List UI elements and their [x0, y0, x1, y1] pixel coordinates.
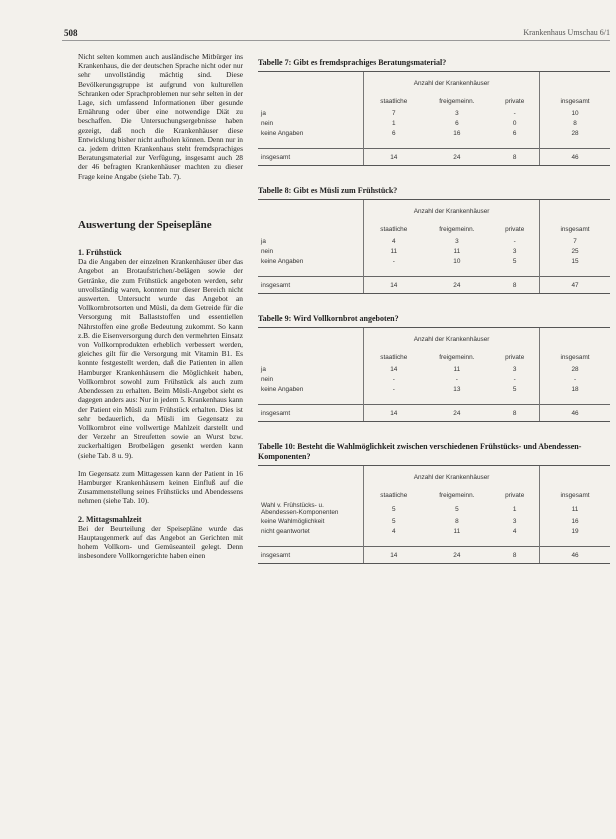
data-table [258, 327, 610, 422]
table-cell: 11 [453, 365, 461, 373]
column-header: insgesamt [540, 488, 610, 502]
mittag-paragraph: Bei der Beurteilung der Speisepläne wurde das Hauptaugenmerk auf das Angebot an Gerichten mit hohem Vollkorn- und Gemüseanteil gelegt. Denn insbesondere Vollkorngerichte haben einen [78, 523, 243, 561]
row-label: nein [261, 247, 274, 255]
row-label: ja [261, 237, 266, 245]
table-row [258, 118, 610, 128]
column-header: insgesamt [540, 94, 610, 108]
column-header: private [505, 491, 525, 499]
row-label: nein [261, 119, 274, 127]
total-cell: 14 [364, 277, 424, 294]
table-cell: - [513, 237, 516, 245]
column-group-header: Anzahl der Krankenhäuser [364, 466, 540, 488]
table-cell: - [455, 375, 458, 383]
table-cell: 8 [540, 118, 610, 128]
table-cell: 6 [455, 119, 459, 127]
table-cell: 10 [453, 257, 461, 265]
table-cell: 18 [540, 384, 610, 394]
table-cell: 1 [364, 118, 424, 128]
column-header: staatliche [364, 222, 424, 236]
table-cell: 15 [540, 256, 610, 266]
column-header: staatliche [364, 350, 424, 364]
table-cell: 28 [540, 364, 610, 374]
total-cell: 24 [423, 277, 490, 294]
wahl-paragraph: Im Gegensatz zum Mittagessen kann der Patient in 16 Hamburger Krankenhäusern keinen Einfluß auf die Zusammenstellung seines Frühstücks und Abendessens nehmen (siehe Tab. 10). [78, 468, 243, 506]
row-label: ja [261, 365, 266, 373]
table-cell: 25 [540, 246, 610, 256]
total-cell: 47 [540, 277, 610, 294]
total-cell: 14 [364, 405, 424, 422]
total-label: insgesamt [258, 277, 364, 294]
total-cell: 24 [423, 405, 490, 422]
total-row [258, 547, 610, 564]
table-cell: 1 [512, 505, 517, 513]
table-cell: 10 [540, 108, 610, 118]
table-cell: 11 [540, 502, 610, 516]
table-caption: Tabelle 8: Gibt es Müsli zum Frühstück? [258, 186, 398, 195]
row-label: ja [261, 109, 266, 117]
total-cell: 24 [423, 149, 490, 166]
column-header: private [505, 97, 525, 105]
table-cell: - [364, 256, 424, 266]
table-cell: 4 [512, 527, 517, 535]
total-cell: 14 [364, 149, 424, 166]
total-cell: 46 [540, 149, 610, 166]
total-cell: 8 [490, 405, 539, 422]
table-cell: 16 [540, 516, 610, 526]
header-rule [62, 40, 610, 41]
total-row [258, 277, 610, 294]
table-cell: 3 [512, 247, 517, 255]
table-row [258, 256, 610, 266]
fruehstueck-paragraph: Da die Angaben der einzelnen Krankenhäuser über das Angebot an Brotaufstrichen/-belägen sowie der Getränke, die zum Frühstück angeboten werden, sehr unvollständig waren, konnten nur dieser Bereich nicht auswerten. Untersucht wurde das Angebot an Vollkornbrotsorten und Müsli, da dem Getreide für die Versorgung mit Ballaststoffen und essentiellen Nährstoffen eine große Bedeutung zukommt. So kann z.B. die Eisenversorgung durch den vermehrten Einsatz von Vollkornprodukten erheblich verbessert werden, gleiches gilt für die Versorgung mit Vitamin B1. Es konnte festgestellt werden, daß die Patienten in allen Hamburger Krankenhäusern die Möglichkeit haben, Vollkornbrot sowohl zum Frühstück als auch zum Abendessen zu erhalten. Beim Müsli-Angebot sieht es dagegen anders aus: Nur in jedem 5. Krankenhaus kann der Patient ein Müsli zum Frühstück erhalten. Dies ist sehr bedauerlich, da Müsli im Gegensatz zu Vollkornbrot eine vollwertige Mahlzeit darstellt und der Verzehr an Streufetten sowie an Wurst bzw. zuckerhaltigen Brotbelägen gesenkt werden kann (siehe Tab. 8 u. 9). [78, 257, 243, 460]
total-row [258, 149, 610, 166]
column-header: private [505, 225, 525, 233]
table-cell: 3 [455, 109, 459, 117]
column-header: staatliche [364, 488, 424, 502]
table-cell: 8 [455, 517, 459, 525]
total-cell: 8 [490, 547, 539, 564]
row-label: keine Angaben [261, 257, 304, 265]
table-cell: 11 [453, 247, 461, 255]
table-cell: 14 [364, 364, 424, 374]
table-cell: - [364, 384, 424, 394]
table-cell: 6 [364, 128, 424, 138]
table-row [258, 502, 610, 516]
table-cell: 7 [364, 108, 424, 118]
total-cell: 14 [364, 547, 424, 564]
table-cell: 7 [540, 236, 610, 246]
table-cell: 5 [364, 502, 424, 516]
table-cell: 28 [540, 128, 610, 138]
row-label: keine Angaben [261, 129, 304, 137]
tables-column [258, 58, 610, 584]
row-label: keine Wahlmöglichkeit [261, 517, 325, 525]
table-cell: - [540, 374, 610, 384]
data-table [258, 71, 610, 166]
table-row [258, 516, 610, 526]
table-cell: 5 [512, 385, 517, 393]
total-label: insgesamt [258, 149, 364, 166]
table-row [258, 384, 610, 394]
table-cell: 3 [455, 237, 459, 245]
table-caption: Tabelle 9: Wird Vollkornbrot angeboten? [258, 314, 399, 323]
table-row [258, 236, 610, 246]
left-column [78, 52, 243, 570]
table-cell: 3 [512, 517, 517, 525]
table-cell: 13 [453, 385, 461, 393]
column-group-header: Anzahl der Krankenhäuser [364, 328, 540, 350]
total-cell: 8 [490, 277, 539, 294]
table-cell: 16 [453, 129, 461, 137]
section-heading: Auswertung der Speisepläne [78, 218, 212, 231]
table-cell: 5 [455, 505, 459, 513]
total-label: insgesamt [258, 547, 364, 564]
table-row [258, 128, 610, 138]
total-row [258, 405, 610, 422]
column-header: freigemeinn. [439, 225, 475, 233]
total-cell: 46 [540, 405, 610, 422]
total-cell: 24 [423, 547, 490, 564]
data-table [258, 199, 610, 294]
table-caption: Tabelle 7: Gibt es fremdsprachiges Beratungsmaterial? [258, 58, 447, 67]
table-cell: - [513, 375, 516, 383]
subsection-heading-mittag: 2. Mittagsmahlzeit [78, 514, 142, 524]
table-caption: Tabelle 10: Besteht die Wahlmöglichkeit zwischen verschiedenen Frühstücks- und Abendessen-Komponenten? [258, 442, 582, 461]
table-row [258, 246, 610, 256]
column-header: insgesamt [540, 222, 610, 236]
table-cell: 6 [512, 129, 517, 137]
column-header: staatliche [364, 94, 424, 108]
row-label: Wahl v. Frühstücks- u. Abendessen-Komponenten [261, 502, 339, 516]
table-cell: 19 [540, 526, 610, 536]
row-label: nein [261, 375, 274, 383]
column-header: freigemeinn. [439, 491, 475, 499]
table-cell: 4 [364, 526, 424, 536]
column-group-header: Anzahl der Krankenhäuser [364, 72, 540, 94]
table-cell: 5 [364, 516, 424, 526]
column-header: insgesamt [540, 350, 610, 364]
column-group-header: Anzahl der Krankenhäuser [364, 200, 540, 222]
total-cell: 46 [540, 547, 610, 564]
intro-paragraph: Nicht selten kommen auch ausländische Mitbürger ins Krankenhaus, die der deutschen Sprache nicht oder nur sehr unvollständig mächtig sind. Diese Bevölkerungsgruppe ist aufgrund von kulturellen Schranken oder Sprachproblemen nur sehr selten in der Lage, sich umfassend Informationen über gesunde Ernährung oder über eine notwendige Diät zu beschaffen. Die Untersuchungsergebnisse haben gezeigt, daß noch die Krankenhäuser diese Entwicklung bisher nicht aufholen können. Denn nur in ca. jedem dritten Krankenhaus steht fremdsprachiges Beratungsmaterial zur Verfügung, insgesamt auch 28 der 46 befragten Krankenhäuser machten zu dieser Frage keine Angabe (siehe Tab. 7). [78, 52, 243, 181]
subsection-heading-fruehstueck: 1. Frühstück [78, 248, 122, 258]
row-label: nicht geantwortet [261, 527, 310, 535]
table-cell: 3 [512, 365, 517, 373]
table-row [258, 364, 610, 374]
table-cell: - [364, 374, 424, 384]
table-row [258, 526, 610, 536]
running-head: Krankenhaus Umschau 6/1 [523, 28, 610, 37]
total-cell: 8 [490, 149, 539, 166]
column-header: freigemeinn. [439, 97, 475, 105]
table-row [258, 374, 610, 384]
table-cell: - [513, 109, 516, 117]
column-header: private [505, 353, 525, 361]
total-label: insgesamt [258, 405, 364, 422]
table-cell: 0 [512, 119, 517, 127]
table-cell: 11 [364, 246, 424, 256]
table-cell: 5 [512, 257, 517, 265]
column-header: freigemeinn. [439, 353, 475, 361]
page-number: 508 [64, 28, 78, 38]
table-cell: 4 [364, 236, 424, 246]
table-cell: 11 [453, 527, 461, 535]
data-table [258, 465, 610, 564]
table-row [258, 108, 610, 118]
row-label: keine Angaben [261, 385, 304, 393]
